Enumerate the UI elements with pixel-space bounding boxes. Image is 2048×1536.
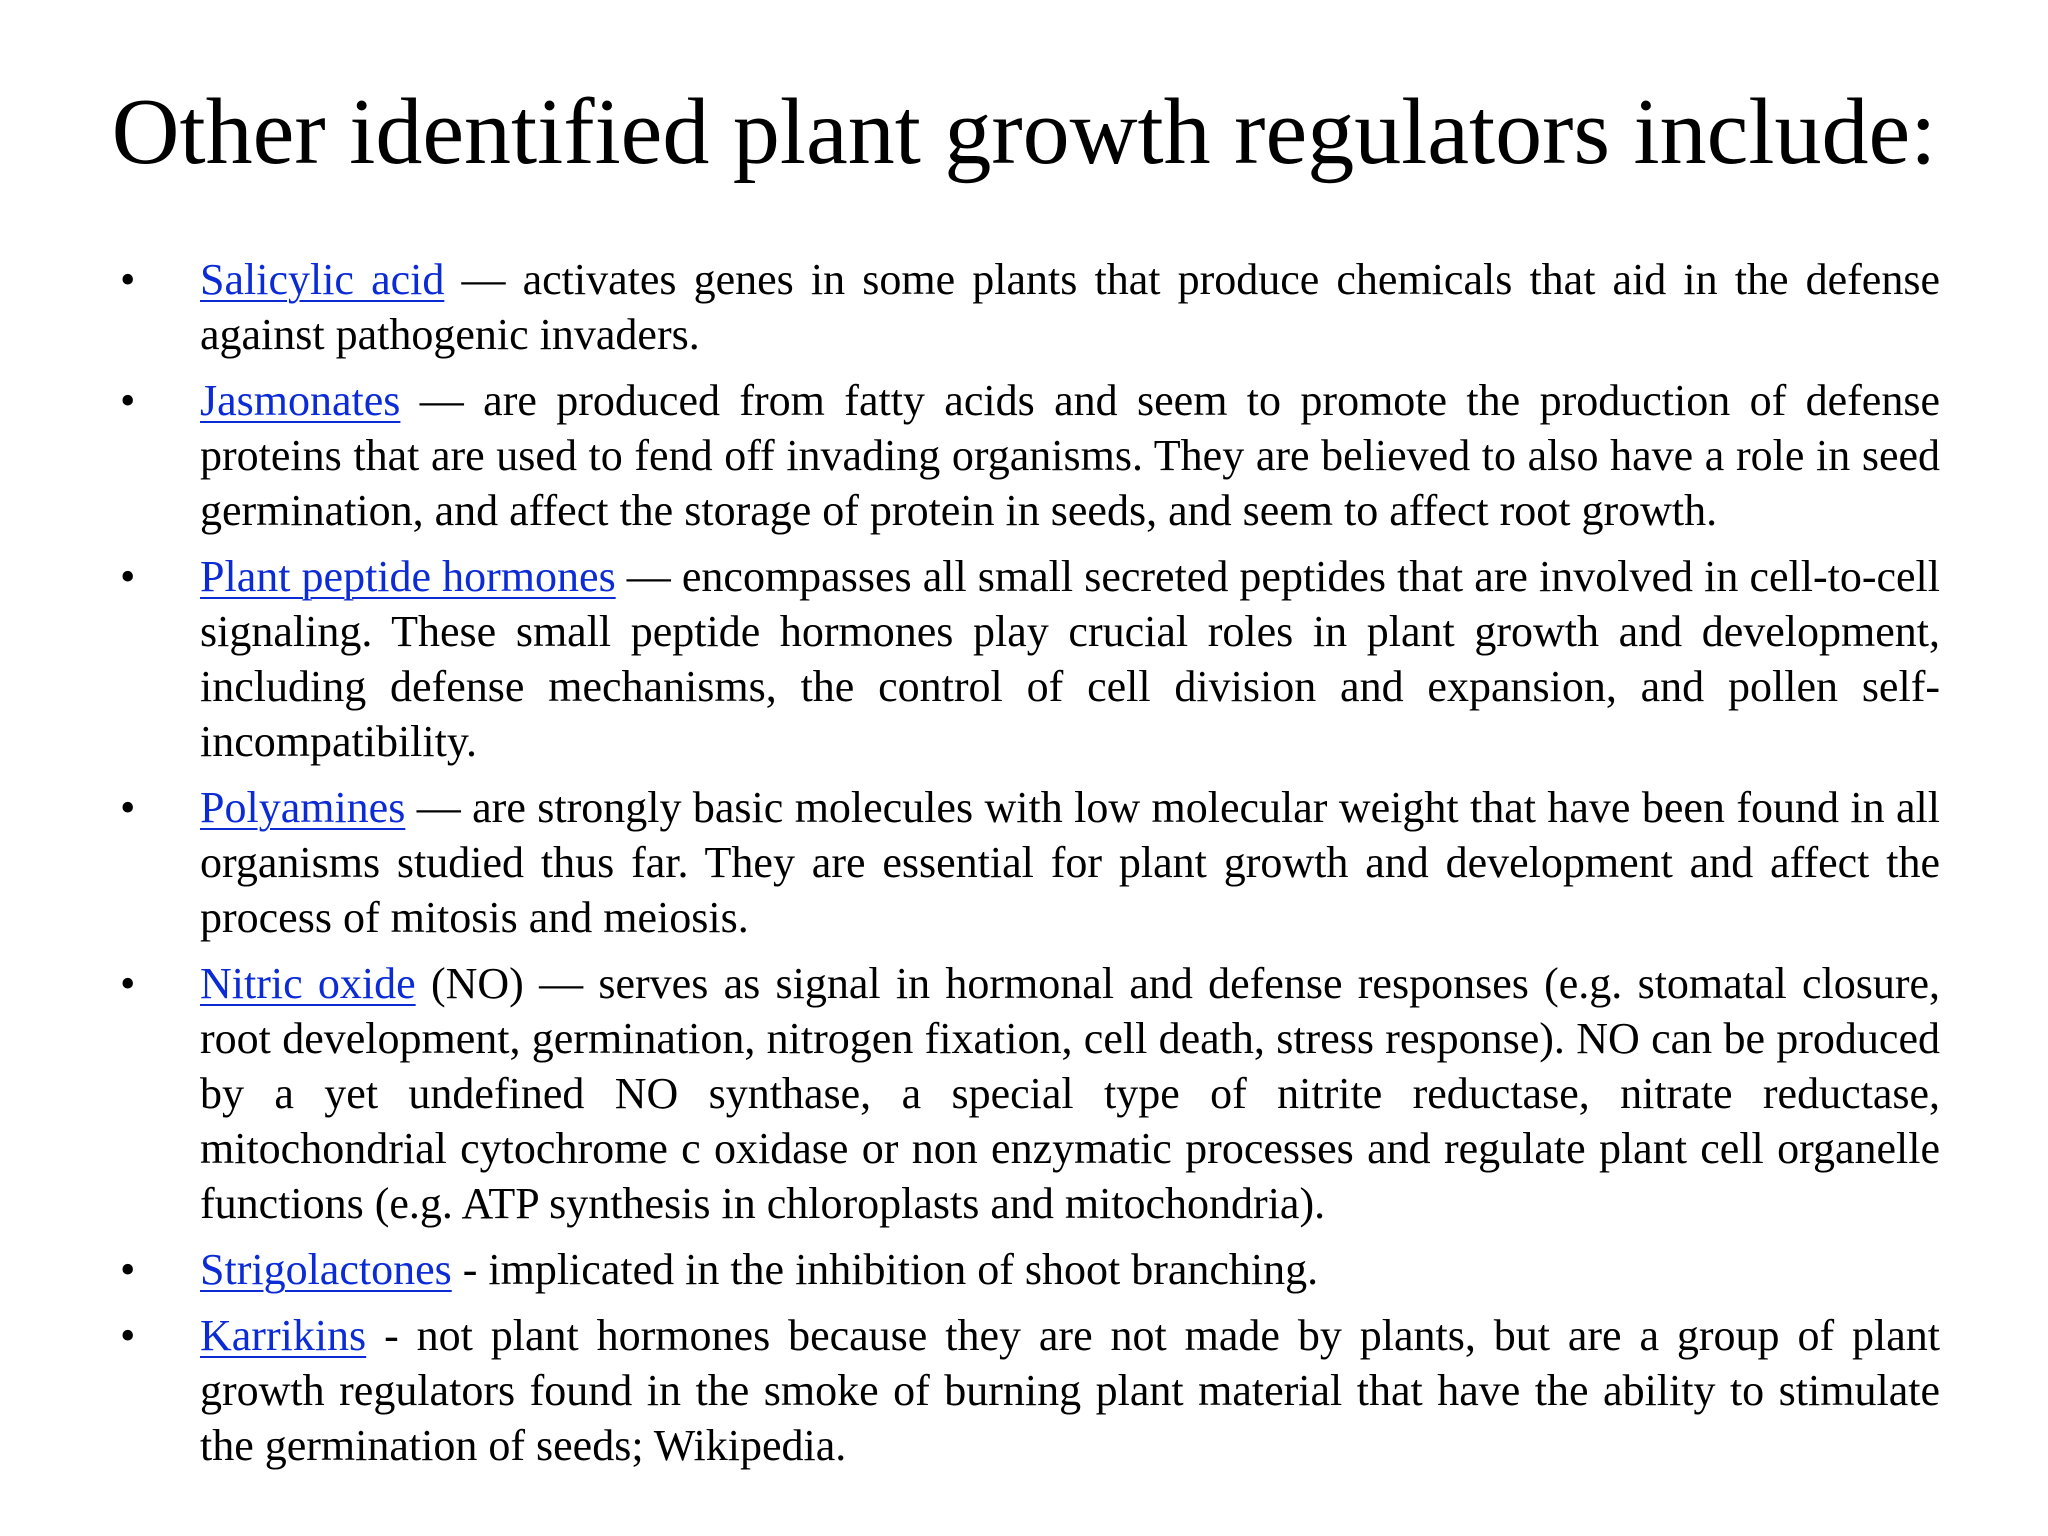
link-karrikins[interactable]: Karrikins xyxy=(200,1311,367,1360)
bullet-item-jasmonates xyxy=(120,373,1940,538)
bullet-text: — encompasses all small secreted peptides that are involved in cell-to-cell signaling. These small peptide hormones play crucial roles in plant growth and development, including defense mechanisms, the control of cell division and expansion, and pollen self-incompatibility. xyxy=(200,552,1940,766)
bullet-text: - not plant hormones because they are not made by plants, but are a group of plant growth regulators found in the smoke of burning plant material that have the ability to stimulate the germination of seeds; Wikipedia. xyxy=(200,1311,1940,1470)
link-plant-peptide-hormones[interactable]: Plant peptide hormones xyxy=(200,552,616,601)
bullet-dot-icon: • xyxy=(120,1245,136,1294)
link-strigolactones[interactable]: Strigolactones xyxy=(200,1245,452,1294)
bullet-dot-icon: • xyxy=(120,1311,136,1360)
link-polyamines[interactable]: Polyamines xyxy=(200,783,406,832)
bullet-dot-icon: • xyxy=(120,376,136,425)
bullet-item-polyamines xyxy=(120,780,1940,945)
bullet-text: (NO) — serves as signal in hormonal and defense responses (e.g. stomatal closure, root development, germination, nitrogen fixation, cell death, stress response). NO can be produced by a yet undefined NO synthase, a special type of nitrite reductase, nitrate reductase, mitochondrial cytochrome c oxidase or non enzymatic processes and regulate plant cell organelle functions (e.g. ATP synthesis in chloroplasts and mitochondria). xyxy=(200,959,1940,1228)
bullet-list xyxy=(120,252,1940,1484)
bullet-dot-icon: • xyxy=(120,783,136,832)
link-jasmonates[interactable]: Jasmonates xyxy=(200,376,401,425)
bullet-text: — are produced from fatty acids and seem to promote the production of defense proteins that are used to fend off invading organisms. They are believed to also have a role in seed germination, and affect the storage of protein in seeds, and seem to affect root growth. xyxy=(200,376,1940,535)
bullet-item-nitric-oxide xyxy=(120,956,1940,1231)
bullet-item-plant-peptide-hormones xyxy=(120,549,1940,769)
slide-title: Other identified plant growth regulators include: xyxy=(111,80,1937,184)
bullet-dot-icon: • xyxy=(120,255,136,304)
bullet-dot-icon: • xyxy=(120,552,136,601)
bullet-item-karrikins xyxy=(120,1308,1940,1473)
bullet-item-strigolactones xyxy=(120,1242,1940,1297)
link-salicylic-acid[interactable]: Salicylic acid xyxy=(200,255,445,304)
bullet-text: - implicated in the inhibition of shoot branching. xyxy=(451,1245,1319,1294)
bullet-dot-icon: • xyxy=(120,959,136,1008)
link-nitric-oxide[interactable]: Nitric oxide xyxy=(200,959,416,1008)
bullet-text: — activates genes in some plants that produce chemicals that aid in the defense against pathogenic invaders. xyxy=(200,255,1940,359)
bullet-item-salicylic-acid xyxy=(120,252,1940,362)
bullet-text: — are strongly basic molecules with low molecular weight that have been found in all organisms studied thus far. They are essential for plant growth and development and affect the process of mitosis and meiosis. xyxy=(200,783,1940,942)
